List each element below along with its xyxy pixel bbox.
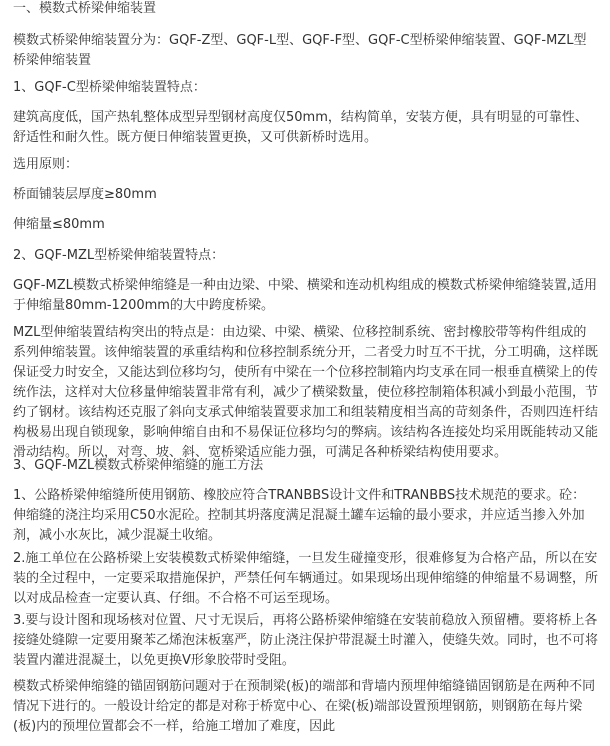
intro-paragraph: 模数式桥梁伸缩装置分为：GQF-Z型、GQF-L型、GQF-F型、GQF-C型桥梁伸缩装置、GQF-MZL型桥梁伸缩装置 bbox=[13, 33, 587, 68]
anchor-rebar-paragraph: 模数式桥梁伸缩缝的锚固钢筋问题对于在预制梁(板)的端部和背墙内预埋伸缩缝锚固钢筋是在两种不同情况下进行的。一般设计给定的都是对称于桥宽中心、在梁(板)端部设置预埋钢筋，则钢筋在每片梁(板)内的预埋位置都会不一样，给施工增加了难度，因此 bbox=[13, 679, 596, 734]
section-title: 一、模数式桥梁伸缩装置 bbox=[13, 1, 157, 16]
c-type-features-paragraph: 建筑高度低，国产热轧整体成型异型钢材高度仅50mm，结构简单，安装方便，具有明显的可靠性、舒适性和耐久性。既方便日伸缩装置更换，又可供新桥时选用。 bbox=[13, 110, 588, 145]
construction-step-1: 1、公路桥梁伸缩缝所使用钢筋、橡胶应符合TRANBBS设计文件和TRANBBS技术规范的要求。砼：伸缩缝的浇注均采用C50水泥砼。控制其坍落度满足混凝土罐车运输的最小要求，并应适当掺入外加剂，减小水灰比，减少混凝土收缩。 bbox=[13, 488, 586, 543]
mzl-description-paragraph: GQF-MZL模数式桥梁伸缩缝是一种由边梁、中梁、横梁和连动机构组成的模数式桥梁伸缩缝装置,适用于伸缩量80mm-1200mm的大中跨度桥梁。 bbox=[13, 278, 597, 313]
selection-principles-label: 选用原则： bbox=[13, 157, 79, 172]
selection-item-expansion: 伸缩量≤80mm bbox=[13, 217, 105, 232]
c-type-features-heading: 1、GQF-C型桥梁伸缩装置特点： bbox=[13, 80, 206, 95]
selection-item-deck-thickness: 桥面铺装层厚度≥80mm bbox=[13, 187, 157, 202]
mzl-features-heading: 2、GQF-MZL型桥梁伸缩装置特点： bbox=[13, 248, 225, 263]
construction-method-heading: 3、GQF-MZL模数式桥梁伸缩缝的施工方法 bbox=[13, 458, 264, 473]
mzl-structure-paragraph: MZL型伸缩装置结构突出的特点是：由边梁、中梁、横梁、位移控制系统、密封橡胶带等构件组成的系列伸缩装置。该伸缩装置的承重结构和位移控制系统分开，二者受力时互不干扰，分工明确，这样既保证受力时安全，又能达到位移均匀，使所有中梁在一个位移控制箱内均支承在同一根垂直横梁上的传统作法，这样对大位移量伸缩装置非常有利，减少了横梁数量，使位移控制箱体积减小到最小范围，节约了钢材。该结构还克服了斜向支承式伸缩装置要求加工和组装精度相当高的苛刻条件，否则四连杆结构极易出现自锁现象，影响伸缩自由和不易保证位移均匀的弊病。该结构各连接处均采用既能转动又能滑动结构。所以，对弯、坡、斜、宽桥梁适应能力强，可满足各种桥梁结构使用要求。 bbox=[13, 325, 599, 460]
construction-step-3: 3.要与设计图和现场核对位置、尺寸无误后，再将公路桥梁伸缩缝在安装前稳放入预留槽。要将桥上各接缝处缝隙一定要用聚苯乙烯泡沫板塞严，防止浇注保护带混凝土时灌入，使缝失效。同时，也不可将装置内灌进混凝土，以免更换V形象胶带时受阻。 bbox=[13, 613, 599, 668]
construction-step-2: 2.施工单位在公路桥梁上安装模数式桥梁伸缩缝，一旦发生碰撞变形，很难修复为合格产品，所以在安装的全过程中，一定要采取措施保护，严禁任何车辆通过。如果现场出现伸缩缝的伸缩量不易调整，所以对成品检查一定要认真、仔细。不合格不可运至现场。 bbox=[13, 551, 599, 606]
